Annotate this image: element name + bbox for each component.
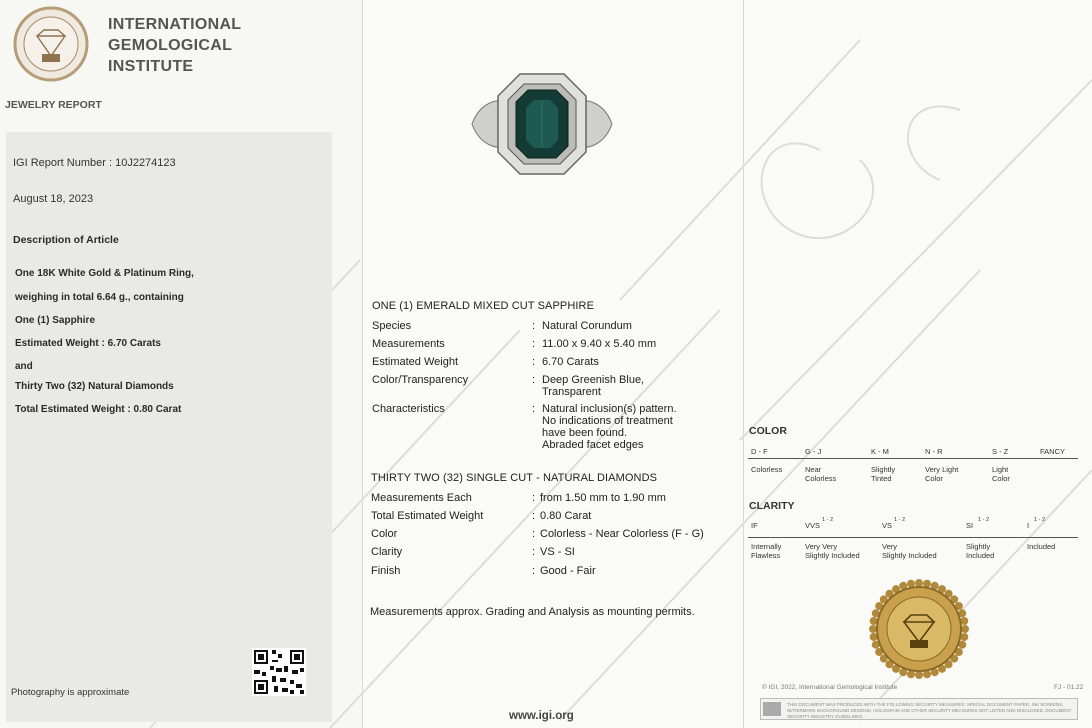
- clarity-grade-code: VS: [882, 521, 893, 530]
- diamond-field-value: VS - SI: [540, 546, 575, 558]
- color-grade-code: G - J: [805, 447, 822, 456]
- sapphire-field-value: 6.70 Carats: [542, 356, 599, 368]
- sapphire-field-label: Species: [372, 320, 412, 332]
- color-grade-code: N - R: [925, 447, 943, 456]
- clarity-grade-code: SI: [966, 521, 974, 530]
- field-separator: :: [532, 546, 536, 558]
- clarity-grade-range: 1 - 2: [894, 517, 906, 523]
- seal-edge-tooth: [915, 671, 923, 679]
- clarity-grade-description: Included: [1027, 542, 1056, 551]
- sapphire-field-value: 11.00 x 9.40 x 5.40 mm: [542, 338, 657, 350]
- description-line: One (1) Sapphire: [15, 315, 96, 326]
- color-grade-code: FANCY: [1040, 447, 1066, 456]
- diamond-field-value: Colorless - Near Colorless (F - G): [540, 528, 704, 540]
- description-heading: Description of Article: [13, 234, 119, 246]
- field-separator: :: [532, 403, 536, 415]
- clarity-grade-description: Internally Flawless: [751, 542, 782, 560]
- color-grade-code: S - Z: [992, 447, 1009, 456]
- field-separator: :: [532, 510, 536, 522]
- clarity-grade-description: Very Slightly Included: [882, 542, 937, 560]
- description-line: Estimated Weight : 6.70 Carats: [15, 338, 161, 349]
- org-name-line-1: INTERNATIONAL: [108, 16, 242, 33]
- website-link[interactable]: www.igi.org: [509, 710, 574, 722]
- clarity-grade-range: 1 - 2: [822, 517, 834, 523]
- organization-name: [108, 14, 241, 77]
- color-grade-description: Colorless: [751, 465, 783, 474]
- sapphire-field-value: Natural inclusion(s) pattern. No indications of treatment have been found. Abraded facet edges: [542, 403, 677, 451]
- security-icon: [763, 702, 781, 716]
- clarity-grade-code: IF: [751, 521, 758, 530]
- field-separator: :: [532, 374, 536, 386]
- diamond-field-label: Finish: [371, 565, 401, 577]
- seal-edge-tooth: [869, 625, 877, 633]
- sapphire-field-value: Natural Corundum: [542, 320, 632, 332]
- color-grade-code: D - F: [751, 447, 768, 456]
- field-separator: :: [532, 528, 536, 540]
- clarity-grade-range: 1 - 2: [978, 517, 990, 523]
- diamond-field-value: Good - Fair: [540, 565, 596, 577]
- clarity-scale-title: CLARITY: [749, 500, 795, 512]
- report-number: IGI Report Number : 10J2274123: [13, 157, 176, 169]
- measurement-note: Measurements approx. Grading and Analysis as mounting permits.: [370, 606, 695, 618]
- org-name-line-3: INSTITUTE: [108, 58, 194, 75]
- diamond-field-label: Total Estimated Weight: [371, 510, 484, 522]
- field-separator: :: [532, 320, 536, 332]
- diamond-section-heading: THIRTY TWO (32) SINGLE CUT - NATURAL DIAMONDS: [371, 472, 658, 484]
- field-separator: :: [532, 565, 536, 577]
- clarity-grade-description: Very Very Slightly Included: [805, 542, 860, 560]
- seal-edge-tooth: [961, 625, 969, 633]
- ring-photo: [470, 72, 614, 176]
- report-type: JEWELRY REPORT: [5, 99, 102, 111]
- diamond-field-value: from 1.50 mm to 1.90 mm: [540, 492, 666, 504]
- sapphire-section-heading: ONE (1) EMERALD MIXED CUT SAPPHIRE: [372, 300, 595, 312]
- report-date: August 18, 2023: [13, 193, 94, 205]
- clarity-grade-code: I: [1027, 521, 1030, 530]
- color-grade-code: K - M: [871, 447, 889, 456]
- field-separator: :: [532, 338, 536, 350]
- sapphire-field-label: Measurements: [372, 338, 445, 350]
- sapphire-field-value: Deep Greenish Blue, Transparent: [542, 374, 645, 398]
- color-grade-description: Light Color: [992, 465, 1010, 483]
- photography-note: Photography is approximate: [11, 687, 130, 698]
- field-separator: :: [532, 356, 536, 368]
- gold-hologram-seal: [868, 578, 970, 680]
- diamond-field-value: 0.80 Carat: [540, 510, 592, 522]
- igi-seal-logo: [6, 6, 96, 82]
- field-separator: :: [532, 492, 536, 504]
- description-line: and: [15, 361, 33, 372]
- seal-edge-tooth: [915, 579, 923, 587]
- color-scale-title: COLOR: [749, 425, 787, 437]
- copyright-notice: © IGI, 2022, International Gemological Institute: [762, 684, 898, 691]
- qr-code[interactable]: [252, 648, 306, 696]
- color-scale-divider: [748, 458, 1078, 459]
- sapphire-field-label: Estimated Weight: [372, 356, 459, 368]
- form-code: FJ - 01.22: [1054, 684, 1084, 691]
- report-details-box: [6, 132, 332, 722]
- clarity-scale-divider: [748, 537, 1078, 538]
- org-name-line-2: GEMOLOGICAL: [108, 37, 233, 54]
- sapphire-field-label: Characteristics: [372, 403, 445, 415]
- description-line: Thirty Two (32) Natural Diamonds: [15, 381, 174, 392]
- description-line: One 18K White Gold & Platinum Ring,: [15, 268, 194, 279]
- description-line: weighing in total 6.64 g., containing: [15, 292, 184, 303]
- description-line: Total Estimated Weight : 0.80 Carat: [15, 404, 182, 415]
- clarity-grade-code: VVS: [805, 521, 821, 530]
- diamond-field-label: Color: [371, 528, 398, 540]
- diamond-field-label: Clarity: [371, 546, 403, 558]
- color-grade-description: Slightly Tinted: [871, 465, 896, 483]
- clarity-grade-description: Slightly Included: [966, 542, 995, 560]
- color-grade-description: Very Light Color: [925, 465, 959, 483]
- security-notice-text: THIS DOCUMENT WAS PRODUCED WITH THE FOLLOWING SECURITY MEASURES: SPECIAL DOCUMENT PAPER, INK SCREENS, WATERMARK BACKGROUND DESIGNS, HOLOGRAM AND OTHER SECURITY MEASURES NOT LISTED AND DISCLOSED. DOCUMENT SECURITY INDUSTRY GUIDELINES.: [787, 702, 1072, 719]
- color-grade-description: Near Colorless: [805, 465, 837, 483]
- diamond-field-label: Measurements Each: [371, 492, 472, 504]
- sapphire-field-label: Color/Transparency: [372, 374, 469, 386]
- clarity-grade-range: 1 - 2: [1034, 517, 1046, 523]
- security-notice-box: [760, 698, 1078, 720]
